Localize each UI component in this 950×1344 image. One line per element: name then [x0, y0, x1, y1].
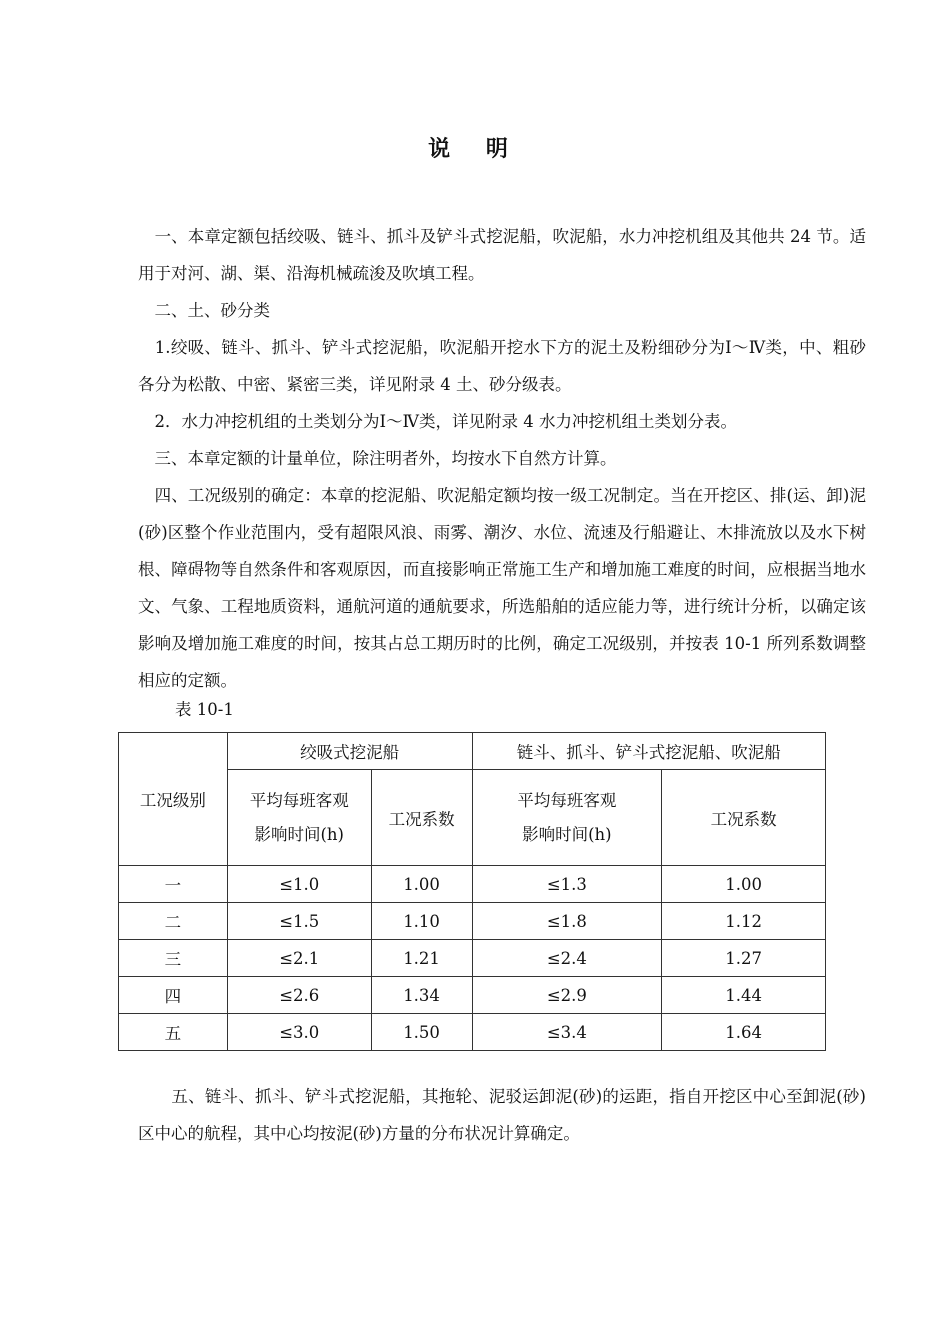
- coef-header-2: 工况系数: [662, 770, 826, 866]
- time-cell: ≤1.5: [227, 903, 371, 940]
- paragraph-3: 1.绞吸、链斗、抓斗、铲斗式挖泥船，吹泥船开挖水下方的泥土及粉细砂分为Ⅰ～Ⅳ类，中、粗砂各分为松散、中密、紧密三类，详见附录 4 土、砂分级表。: [138, 338, 866, 394]
- level-cell: 三: [119, 940, 228, 977]
- time-cell: ≤2.1: [227, 940, 371, 977]
- level-header: 工况级别: [119, 733, 228, 866]
- time-cell: ≤2.6: [227, 977, 371, 1014]
- paragraph-5: 三、本章定额的计量单位，除注明者外，均按水下自然方计算。: [138, 449, 617, 468]
- coef-header-1: 工况系数: [371, 770, 472, 866]
- level-cell: 二: [119, 903, 228, 940]
- paragraph-4: 2．水力冲挖机组的土类划分为Ⅰ～Ⅳ类，详见附录 4 水力冲挖机组土类划分表。: [138, 412, 737, 431]
- condition-coefficient-table: [118, 732, 826, 1051]
- coef-cell: 1.12: [662, 903, 826, 940]
- paragraph-2: 二、土、砂分类: [138, 301, 270, 320]
- time-cell: ≤2.4: [472, 940, 662, 977]
- coef-cell: 1.64: [662, 1014, 826, 1051]
- coef-cell: 1.00: [371, 866, 472, 903]
- time-cell: ≤1.8: [472, 903, 662, 940]
- coef-cell: 1.50: [371, 1014, 472, 1051]
- level-cell: 四: [119, 977, 228, 1014]
- time-cell: ≤3.0: [227, 1014, 371, 1051]
- table-header-row: [119, 733, 826, 770]
- coef-cell: 1.00: [662, 866, 826, 903]
- page-title: 说 明: [428, 137, 522, 162]
- paragraph-1: 一、本章定额包括绞吸、链斗、抓斗及铲斗式挖泥船，吹泥船，水力冲挖机组及其他共 24 节。适用于对河、湖、渠、沿海机械疏浚及吹填工程。: [138, 227, 866, 283]
- table-row: [119, 940, 826, 977]
- time-cell: ≤3.4: [472, 1014, 662, 1051]
- coef-cell: 1.34: [371, 977, 472, 1014]
- coef-cell: 1.10: [371, 903, 472, 940]
- table-caption: 表 10-1: [175, 700, 234, 719]
- coef-cell: 1.21: [371, 940, 472, 977]
- table-row: [119, 1014, 826, 1051]
- level-cell: 五: [119, 1014, 228, 1051]
- bucket-grab-dipper-header: 链斗、抓斗、铲斗式挖泥船、吹泥船: [472, 733, 826, 770]
- time-cell: ≤2.9: [472, 977, 662, 1014]
- coef-cell: 1.44: [662, 977, 826, 1014]
- paragraph-7: 五、链斗、抓斗、铲斗式挖泥船，其拖轮、泥驳运卸泥(砂)的运距，指自开挖区中心至卸泥(砂)区中心的航程，其中心均按泥(砂)方量的分布状况计算确定。: [138, 1087, 866, 1143]
- table-row: [119, 866, 826, 903]
- table-row: [119, 903, 826, 940]
- time-cell: ≤1.0: [227, 866, 371, 903]
- level-cell: 一: [119, 866, 228, 903]
- time-cell: ≤1.3: [472, 866, 662, 903]
- cutter-suction-header: 绞吸式挖泥船: [227, 733, 472, 770]
- time-header-2: 平均每班客观 影响时间(h): [472, 770, 662, 866]
- paragraph-6: 四、工况级别的确定：本章的挖泥船、吹泥船定额均按一级工况制定。当在开挖区、排(运、卸)泥(砂)区整个作业范围内，受有超限风浪、雨雾、潮汐、水位、流速及行船避让、木排流放以及水下树根、障碍物等自然条件和客观原因，而直接影响正常施工生产和增加施工难度的时间，应根据当地水文、气象、工程地质资料，通航河道的通航要求，所选船舶的适应能力等，进行统计分析，以确定该影响及增加施工难度的时间，按其占总工期历时的比例，确定工况级别，并按表 10-1 所列系数调整相应的定额。: [138, 486, 866, 690]
- table-row: [119, 977, 826, 1014]
- time-header-1: 平均每班客观 影响时间(h): [227, 770, 371, 866]
- coef-cell: 1.27: [662, 940, 826, 977]
